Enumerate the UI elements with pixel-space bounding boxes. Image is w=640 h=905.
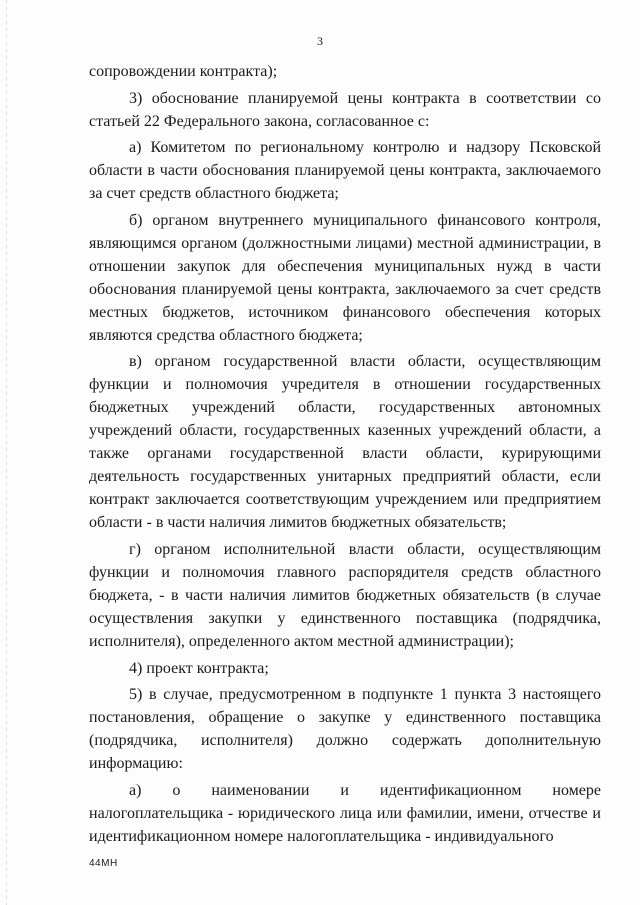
paragraph-item-3b: б) органом внутреннего муниципального финансового контроля, являющимся органом (должностными лицами) местной администрации, в отношении закупок для обеспечения муниципальных нужд в части обоснования планируемой цены контракта, заключаемого за счет средств местных бюджетов, источником финансового обеспечения которых являются средства областного бюджета; [89, 211, 601, 344]
document-body [89, 60, 601, 848]
paragraph-item-5a: а) о наименовании и идентификационном номере налогоплательщика - юридического лица или фамилии, имени, отчестве и идентификационном номере налогоплательщика - индивидуального [89, 781, 601, 845]
paragraph-item-3a: а) Комитетом по региональному контролю и надзору Псковской области в части обоснования планируемой цены контракта, заключаемого за счет средств областного бюджета; [89, 139, 601, 203]
paragraph-item-3g: г) органом исполнительной власти области, осуществляющим функции и полномочия главного распорядителя средств областного бюджета, - в части наличия лимитов бюджетных обязательств (в случае осуществления закупки у единственного поставщика (подрядчика, исполнителя), определенного актом местной администрации); [89, 540, 601, 650]
paragraph-item-3v: в) органом государственной власти области, осуществляющим функции и полномочия учредителя в отношении государственных бюджетных учреждений области, государственных автономных учреждений области, государственных казенных учреждений области, а также органами государственной власти области, курирующими деятельность государственных унитарных предприятий области, если контракт заключается соответствующим учреждением или предприятием области - в части наличия лимитов бюджетных обязательств; [89, 353, 601, 532]
page-number: 3 [317, 34, 323, 48]
footer-code: 44МН [89, 858, 118, 869]
paragraph-continuation: сопровождении контракта); [89, 63, 278, 80]
paragraph-item-4: 4) проект контракта; [129, 659, 269, 677]
scan-edge [6, 0, 7, 905]
paragraph-item-5: 5) в случае, предусмотренном в подпункте 1 пункта 3 настоящего постановления, обращение о закупке у единственного поставщика (подрядчика, исполнителя) должно содержать дополнительную информацию: [89, 686, 601, 773]
paragraph-item-3: 3) обоснование планируемой цены контракта в соответствии со статьей 22 Федерального закона, согласованное с: [89, 89, 601, 130]
